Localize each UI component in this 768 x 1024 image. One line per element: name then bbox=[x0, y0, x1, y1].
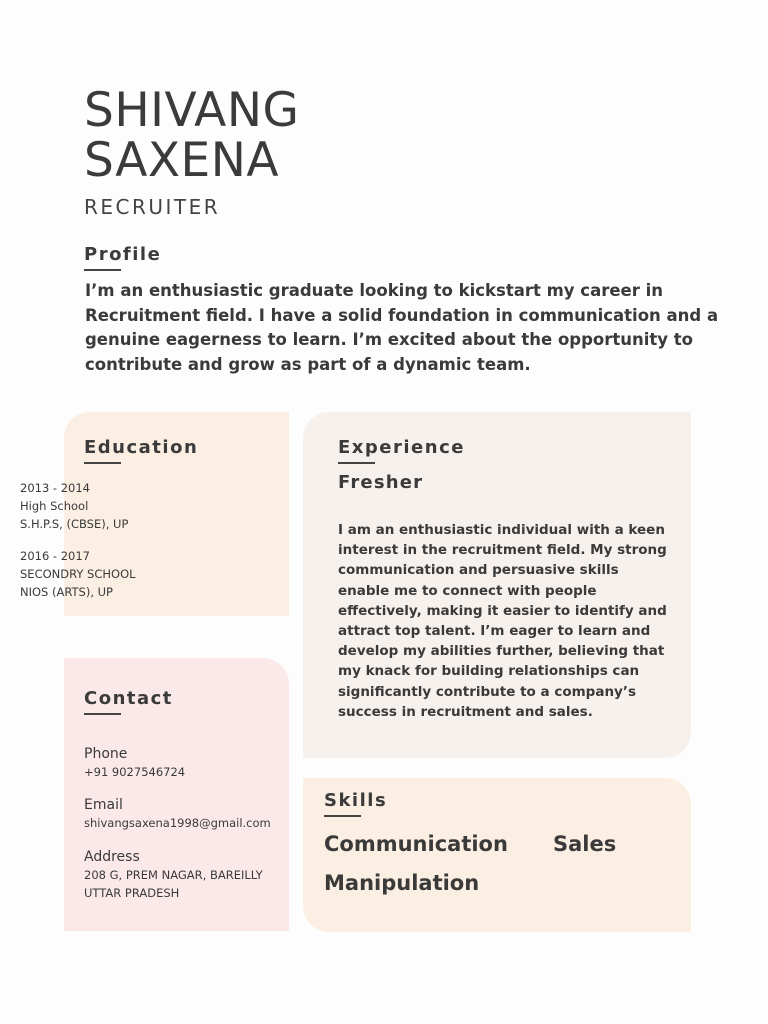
profile-text: I’m an enthusiastic graduate looking to kickstart my career in Recruitment field. I have a solid foundation in communication and a genuine eagerness to learn. I’m excited about the opportunity to contribute and grow as part of a dynamic team. bbox=[85, 281, 719, 374]
education-entry-1 bbox=[20, 479, 128, 533]
first-name: SHIVANG bbox=[84, 83, 300, 138]
contact-title: Contact bbox=[84, 688, 173, 709]
job-title: RECRUITER bbox=[84, 195, 221, 219]
skills-underline bbox=[324, 815, 361, 817]
contact-card bbox=[64, 658, 289, 931]
contact-heading bbox=[84, 688, 173, 715]
skills-title: Skills bbox=[324, 790, 388, 811]
address-line-2: UTTAR PRADESH bbox=[84, 886, 180, 900]
contact-underline bbox=[84, 713, 121, 715]
experience-heading bbox=[338, 437, 465, 464]
experience-subtitle: Fresher bbox=[338, 472, 424, 493]
last-name: SAXENA bbox=[84, 133, 280, 188]
skill-item: Manipulation bbox=[324, 871, 480, 895]
education-school: NIOS (ARTS), UP bbox=[20, 585, 113, 599]
education-school: S.H.P.S, (CBSE), UP bbox=[20, 517, 129, 531]
education-underline bbox=[84, 462, 121, 464]
skill-item: Communication bbox=[324, 832, 508, 856]
education-years: 2013 - 2014 bbox=[20, 481, 90, 495]
experience-card bbox=[303, 412, 691, 758]
profile-heading bbox=[84, 244, 161, 271]
profile-underline bbox=[84, 269, 121, 271]
education-entry-2 bbox=[20, 547, 136, 601]
candidate-name bbox=[84, 83, 300, 188]
address-label: Address bbox=[84, 849, 140, 865]
education-level: SECONDRY SCHOOL bbox=[20, 567, 136, 581]
education-heading bbox=[84, 437, 198, 464]
skill-item: Sales bbox=[553, 832, 617, 856]
email-label: Email bbox=[84, 797, 123, 813]
address-line-1: 208 G, PREM NAGAR, BAREILLY bbox=[84, 868, 263, 882]
experience-text: I am an enthusiastic individual with a keen interest in the recruitment field. My strong communication and persuasive skills enable me to connect with people effectively, making it easier to identify and attract top talent. I’m eager to learn and develop my abilities further, believing that my knack for building relationships can significantly contribute to a company’s success in recruitment and sales. bbox=[338, 522, 667, 720]
skills-card bbox=[303, 778, 691, 932]
phone-value[interactable]: +91 9027546724 bbox=[84, 765, 186, 779]
profile-title: Profile bbox=[84, 244, 162, 265]
phone-group bbox=[84, 745, 185, 781]
experience-title: Experience bbox=[338, 437, 465, 458]
email-group bbox=[84, 796, 271, 832]
email-value[interactable]: shivangsaxena1998@gmail.com bbox=[84, 816, 271, 830]
experience-underline bbox=[338, 462, 375, 464]
phone-label: Phone bbox=[84, 746, 128, 762]
education-years: 2016 - 2017 bbox=[20, 549, 90, 563]
skills-heading bbox=[324, 790, 387, 817]
education-level: High School bbox=[20, 499, 89, 513]
education-title: Education bbox=[84, 437, 199, 458]
address-group bbox=[84, 848, 263, 902]
